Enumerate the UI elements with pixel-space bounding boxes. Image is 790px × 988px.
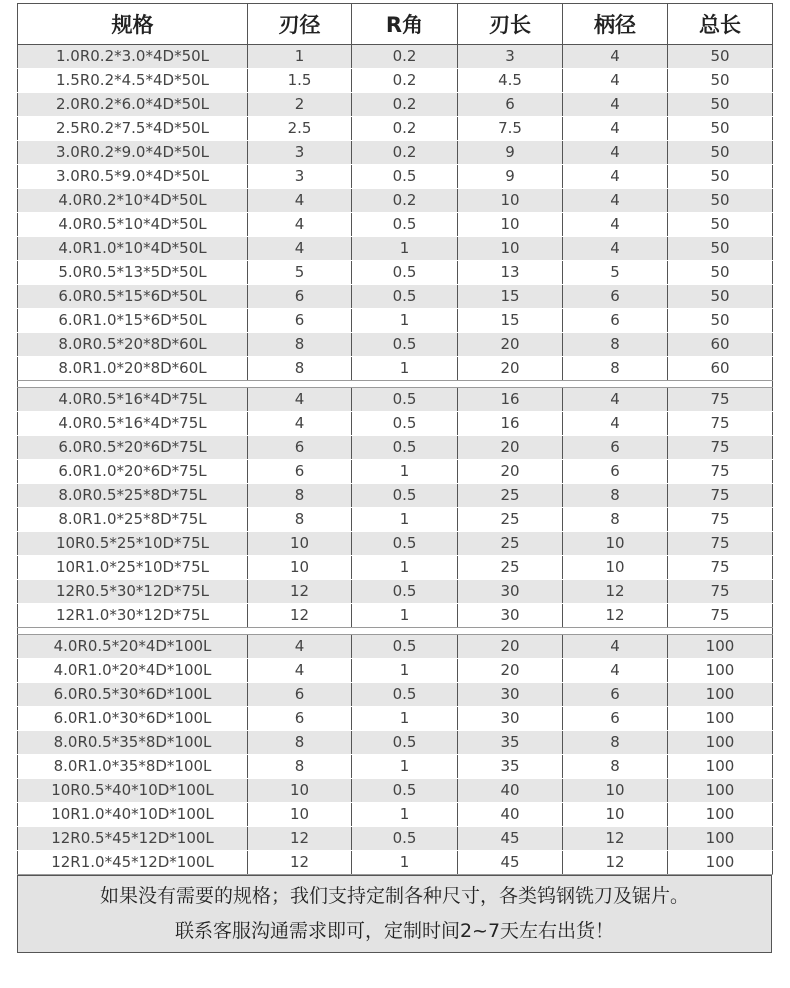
custom-order-note: [17, 875, 772, 953]
cell-spec: 8.0R0.5*20*8D*60L: [18, 333, 248, 357]
table-row: [18, 659, 773, 683]
cell-shank-diameter: 12: [563, 580, 668, 604]
cell-spec: 6.0R1.0*15*6D*50L: [18, 309, 248, 333]
table-row: [18, 556, 773, 580]
spec-sheet: [17, 3, 772, 953]
cell-corner-radius: 1: [352, 460, 458, 484]
cell-spec: 10R1.0*25*10D*75L: [18, 556, 248, 580]
cell-blade-length: 25: [458, 484, 563, 508]
cell-blade-length: 35: [458, 731, 563, 755]
cell-corner-radius: 0.2: [352, 117, 458, 141]
spec-table: [17, 3, 773, 875]
cell-overall-length: 75: [668, 484, 773, 508]
table-row: [18, 707, 773, 731]
cell-spec: 5.0R0.5*13*5D*50L: [18, 261, 248, 285]
cell-shank-diameter: 8: [563, 484, 668, 508]
header-blade-diameter: 刃径: [248, 4, 352, 45]
cell-overall-length: 50: [668, 237, 773, 261]
cell-blade-diameter: 4: [248, 237, 352, 261]
cell-blade-length: 45: [458, 827, 563, 851]
cell-spec: 10R1.0*40*10D*100L: [18, 803, 248, 827]
cell-shank-diameter: 10: [563, 803, 668, 827]
cell-overall-length: 100: [668, 827, 773, 851]
table-row: [18, 803, 773, 827]
cell-shank-diameter: 12: [563, 851, 668, 875]
cell-corner-radius: 0.5: [352, 731, 458, 755]
cell-overall-length: 75: [668, 580, 773, 604]
cell-blade-length: 9: [458, 141, 563, 165]
cell-corner-radius: 0.5: [352, 165, 458, 189]
cell-blade-length: 6: [458, 93, 563, 117]
cell-blade-diameter: 4: [248, 388, 352, 412]
table-row: [18, 93, 773, 117]
cell-overall-length: 75: [668, 508, 773, 532]
cell-blade-length: 20: [458, 460, 563, 484]
cell-corner-radius: 1: [352, 659, 458, 683]
cell-overall-length: 75: [668, 388, 773, 412]
table-row: [18, 412, 773, 436]
cell-blade-diameter: 4: [248, 635, 352, 659]
cell-corner-radius: 0.5: [352, 580, 458, 604]
cell-overall-length: 50: [668, 117, 773, 141]
table-row: [18, 333, 773, 357]
table-row: [18, 309, 773, 333]
cell-corner-radius: 0.2: [352, 93, 458, 117]
cell-shank-diameter: 10: [563, 556, 668, 580]
table-row: [18, 436, 773, 460]
cell-corner-radius: 1: [352, 237, 458, 261]
cell-shank-diameter: 4: [563, 412, 668, 436]
cell-blade-length: 30: [458, 580, 563, 604]
cell-corner-radius: 0.5: [352, 827, 458, 851]
table-row: [18, 755, 773, 779]
cell-overall-length: 50: [668, 213, 773, 237]
cell-spec: 4.0R0.5*10*4D*50L: [18, 213, 248, 237]
cell-shank-diameter: 12: [563, 604, 668, 628]
cell-overall-length: 50: [668, 141, 773, 165]
cell-blade-length: 9: [458, 165, 563, 189]
cell-overall-length: 50: [668, 69, 773, 93]
cell-blade-length: 15: [458, 285, 563, 309]
cell-shank-diameter: 4: [563, 117, 668, 141]
table-row: [18, 45, 773, 69]
cell-shank-diameter: 10: [563, 779, 668, 803]
cell-corner-radius: 0.5: [352, 532, 458, 556]
cell-corner-radius: 1: [352, 357, 458, 381]
cell-corner-radius: 0.5: [352, 484, 458, 508]
cell-blade-length: 20: [458, 333, 563, 357]
group-separator-cell: [18, 628, 773, 635]
cell-spec: 10R0.5*25*10D*75L: [18, 532, 248, 556]
cell-shank-diameter: 6: [563, 683, 668, 707]
cell-corner-radius: 0.5: [352, 285, 458, 309]
table-row: [18, 851, 773, 875]
cell-corner-radius: 1: [352, 851, 458, 875]
group-separator: [18, 381, 773, 388]
cell-overall-length: 100: [668, 851, 773, 875]
cell-spec: 12R1.0*45*12D*100L: [18, 851, 248, 875]
cell-spec: 8.0R1.0*25*8D*75L: [18, 508, 248, 532]
table-row: [18, 165, 773, 189]
cell-blade-length: 20: [458, 635, 563, 659]
cell-shank-diameter: 6: [563, 460, 668, 484]
cell-shank-diameter: 10: [563, 532, 668, 556]
cell-blade-length: 10: [458, 213, 563, 237]
header-spec: 规格: [18, 4, 248, 45]
cell-blade-length: 30: [458, 707, 563, 731]
cell-shank-diameter: 6: [563, 285, 668, 309]
header-overall-length: 总长: [668, 4, 773, 45]
cell-blade-diameter: 4: [248, 189, 352, 213]
table-row: [18, 261, 773, 285]
table-row: [18, 285, 773, 309]
cell-blade-length: 40: [458, 779, 563, 803]
cell-corner-radius: 0.2: [352, 189, 458, 213]
cell-spec: 12R0.5*45*12D*100L: [18, 827, 248, 851]
cell-spec: 8.0R0.5*35*8D*100L: [18, 731, 248, 755]
cell-blade-diameter: 10: [248, 803, 352, 827]
cell-blade-diameter: 3: [248, 165, 352, 189]
cell-overall-length: 100: [668, 659, 773, 683]
cell-spec: 2.5R0.2*7.5*4D*50L: [18, 117, 248, 141]
cell-shank-diameter: 4: [563, 93, 668, 117]
cell-corner-radius: 0.5: [352, 635, 458, 659]
cell-blade-length: 30: [458, 604, 563, 628]
cell-spec: 8.0R0.5*25*8D*75L: [18, 484, 248, 508]
cell-blade-diameter: 4: [248, 412, 352, 436]
cell-blade-diameter: 12: [248, 851, 352, 875]
table-row: [18, 604, 773, 628]
cell-overall-length: 75: [668, 532, 773, 556]
cell-shank-diameter: 8: [563, 508, 668, 532]
cell-overall-length: 50: [668, 261, 773, 285]
cell-blade-diameter: 6: [248, 309, 352, 333]
cell-shank-diameter: 8: [563, 333, 668, 357]
cell-blade-length: 20: [458, 436, 563, 460]
table-row: [18, 388, 773, 412]
cell-overall-length: 100: [668, 755, 773, 779]
cell-blade-diameter: 8: [248, 508, 352, 532]
cell-spec: 2.0R0.2*6.0*4D*50L: [18, 93, 248, 117]
group-separator-cell: [18, 381, 773, 388]
cell-shank-diameter: 4: [563, 45, 668, 69]
cell-corner-radius: 0.2: [352, 141, 458, 165]
cell-blade-length: 25: [458, 556, 563, 580]
cell-spec: 8.0R1.0*35*8D*100L: [18, 755, 248, 779]
cell-blade-diameter: 6: [248, 460, 352, 484]
cell-blade-length: 40: [458, 803, 563, 827]
cell-shank-diameter: 4: [563, 635, 668, 659]
cell-blade-diameter: 2.5: [248, 117, 352, 141]
cell-blade-length: 25: [458, 532, 563, 556]
cell-spec: 4.0R0.5*20*4D*100L: [18, 635, 248, 659]
cell-corner-radius: 0.5: [352, 412, 458, 436]
cell-spec: 1.0R0.2*3.0*4D*50L: [18, 45, 248, 69]
cell-blade-length: 35: [458, 755, 563, 779]
cell-corner-radius: 0.5: [352, 779, 458, 803]
cell-shank-diameter: 4: [563, 388, 668, 412]
cell-spec: 12R1.0*30*12D*75L: [18, 604, 248, 628]
cell-blade-length: 16: [458, 412, 563, 436]
cell-shank-diameter: 4: [563, 141, 668, 165]
cell-shank-diameter: 4: [563, 237, 668, 261]
cell-shank-diameter: 6: [563, 436, 668, 460]
cell-overall-length: 50: [668, 165, 773, 189]
cell-blade-diameter: 6: [248, 436, 352, 460]
cell-overall-length: 75: [668, 412, 773, 436]
cell-blade-diameter: 10: [248, 779, 352, 803]
cell-spec: 12R0.5*30*12D*75L: [18, 580, 248, 604]
cell-corner-radius: 0.5: [352, 436, 458, 460]
cell-blade-diameter: 3: [248, 141, 352, 165]
cell-spec: 4.0R1.0*20*4D*100L: [18, 659, 248, 683]
cell-blade-diameter: 8: [248, 484, 352, 508]
table-row: [18, 635, 773, 659]
cell-shank-diameter: 4: [563, 213, 668, 237]
cell-overall-length: 100: [668, 707, 773, 731]
cell-blade-diameter: 1: [248, 45, 352, 69]
cell-spec: 4.0R0.2*10*4D*50L: [18, 189, 248, 213]
cell-blade-diameter: 8: [248, 357, 352, 381]
cell-blade-diameter: 4: [248, 213, 352, 237]
cell-blade-length: 25: [458, 508, 563, 532]
cell-shank-diameter: 8: [563, 731, 668, 755]
cell-corner-radius: 0.2: [352, 69, 458, 93]
cell-overall-length: 60: [668, 357, 773, 381]
cell-blade-diameter: 8: [248, 731, 352, 755]
cell-overall-length: 50: [668, 285, 773, 309]
table-row: [18, 460, 773, 484]
table-row: [18, 508, 773, 532]
table-row: [18, 141, 773, 165]
cell-shank-diameter: 5: [563, 261, 668, 285]
footer-line-1: 如果没有需要的规格；我们支持定制各种尺寸，各类钨钢铣刀及锯片。: [99, 885, 689, 907]
cell-blade-diameter: 6: [248, 683, 352, 707]
cell-corner-radius: 0.5: [352, 261, 458, 285]
cell-blade-diameter: 1.5: [248, 69, 352, 93]
cell-overall-length: 75: [668, 556, 773, 580]
table-row: [18, 580, 773, 604]
cell-shank-diameter: 8: [563, 755, 668, 779]
table-row: [18, 69, 773, 93]
table-row: [18, 532, 773, 556]
cell-overall-length: 50: [668, 93, 773, 117]
cell-blade-diameter: 10: [248, 532, 352, 556]
table-row: [18, 357, 773, 381]
cell-shank-diameter: 8: [563, 357, 668, 381]
cell-corner-radius: 0.5: [352, 213, 458, 237]
cell-shank-diameter: 4: [563, 189, 668, 213]
cell-corner-radius: 0.2: [352, 45, 458, 69]
cell-blade-diameter: 12: [248, 604, 352, 628]
cell-corner-radius: 1: [352, 755, 458, 779]
cell-blade-diameter: 6: [248, 707, 352, 731]
table-row: [18, 189, 773, 213]
cell-overall-length: 75: [668, 604, 773, 628]
cell-shank-diameter: 4: [563, 69, 668, 93]
table-row: [18, 237, 773, 261]
cell-shank-diameter: 6: [563, 309, 668, 333]
header-blade-length: 刃长: [458, 4, 563, 45]
cell-shank-diameter: 12: [563, 827, 668, 851]
cell-spec: 4.0R1.0*10*4D*50L: [18, 237, 248, 261]
cell-spec: 3.0R0.2*9.0*4D*50L: [18, 141, 248, 165]
cell-blade-diameter: 4: [248, 659, 352, 683]
cell-blade-length: 16: [458, 388, 563, 412]
table-row: [18, 484, 773, 508]
cell-overall-length: 60: [668, 333, 773, 357]
cell-blade-length: 10: [458, 237, 563, 261]
cell-blade-length: 15: [458, 309, 563, 333]
cell-overall-length: 75: [668, 436, 773, 460]
cell-spec: 4.0R0.5*16*4D*75L: [18, 388, 248, 412]
table-row: [18, 827, 773, 851]
cell-corner-radius: 0.5: [352, 683, 458, 707]
cell-blade-length: 20: [458, 357, 563, 381]
cell-blade-diameter: 12: [248, 580, 352, 604]
cell-corner-radius: 1: [352, 707, 458, 731]
cell-spec: 4.0R0.5*16*4D*75L: [18, 412, 248, 436]
cell-spec: 6.0R1.0*20*6D*75L: [18, 460, 248, 484]
cell-blade-length: 13: [458, 261, 563, 285]
cell-shank-diameter: 4: [563, 165, 668, 189]
cell-overall-length: 100: [668, 683, 773, 707]
cell-blade-diameter: 10: [248, 556, 352, 580]
cell-blade-length: 10: [458, 189, 563, 213]
cell-blade-diameter: 6: [248, 285, 352, 309]
header-corner-radius: R角: [352, 4, 458, 45]
table-row: [18, 117, 773, 141]
cell-spec: 1.5R0.2*4.5*4D*50L: [18, 69, 248, 93]
cell-blade-length: 7.5: [458, 117, 563, 141]
cell-spec: 6.0R0.5*30*6D*100L: [18, 683, 248, 707]
cell-overall-length: 50: [668, 309, 773, 333]
cell-corner-radius: 1: [352, 803, 458, 827]
cell-blade-length: 30: [458, 683, 563, 707]
cell-corner-radius: 1: [352, 508, 458, 532]
cell-blade-length: 45: [458, 851, 563, 875]
cell-spec: 3.0R0.5*9.0*4D*50L: [18, 165, 248, 189]
cell-overall-length: 50: [668, 189, 773, 213]
table-row: [18, 683, 773, 707]
cell-blade-diameter: 8: [248, 755, 352, 779]
header-row: [18, 4, 773, 45]
cell-spec: 6.0R0.5*15*6D*50L: [18, 285, 248, 309]
cell-blade-length: 4.5: [458, 69, 563, 93]
cell-spec: 10R0.5*40*10D*100L: [18, 779, 248, 803]
cell-corner-radius: 1: [352, 604, 458, 628]
cell-overall-length: 75: [668, 460, 773, 484]
group-separator: [18, 628, 773, 635]
cell-spec: 6.0R1.0*30*6D*100L: [18, 707, 248, 731]
cell-shank-diameter: 4: [563, 659, 668, 683]
cell-shank-diameter: 6: [563, 707, 668, 731]
cell-corner-radius: 0.5: [352, 333, 458, 357]
table-row: [18, 779, 773, 803]
table-row: [18, 213, 773, 237]
cell-corner-radius: 1: [352, 309, 458, 333]
cell-overall-length: 100: [668, 731, 773, 755]
cell-spec: 6.0R0.5*20*6D*75L: [18, 436, 248, 460]
cell-blade-diameter: 5: [248, 261, 352, 285]
cell-blade-diameter: 8: [248, 333, 352, 357]
table-row: [18, 731, 773, 755]
cell-blade-diameter: 2: [248, 93, 352, 117]
cell-overall-length: 50: [668, 45, 773, 69]
cell-blade-length: 20: [458, 659, 563, 683]
cell-overall-length: 100: [668, 803, 773, 827]
cell-spec: 8.0R1.0*20*8D*60L: [18, 357, 248, 381]
header-shank-diameter: 柄径: [563, 4, 668, 45]
footer-line-2: 联系客服沟通需求即可，定制时间2~7天左右出货！: [174, 920, 615, 942]
cell-overall-length: 100: [668, 635, 773, 659]
cell-corner-radius: 0.5: [352, 388, 458, 412]
cell-corner-radius: 1: [352, 556, 458, 580]
cell-overall-length: 100: [668, 779, 773, 803]
cell-blade-diameter: 12: [248, 827, 352, 851]
cell-blade-length: 3: [458, 45, 563, 69]
